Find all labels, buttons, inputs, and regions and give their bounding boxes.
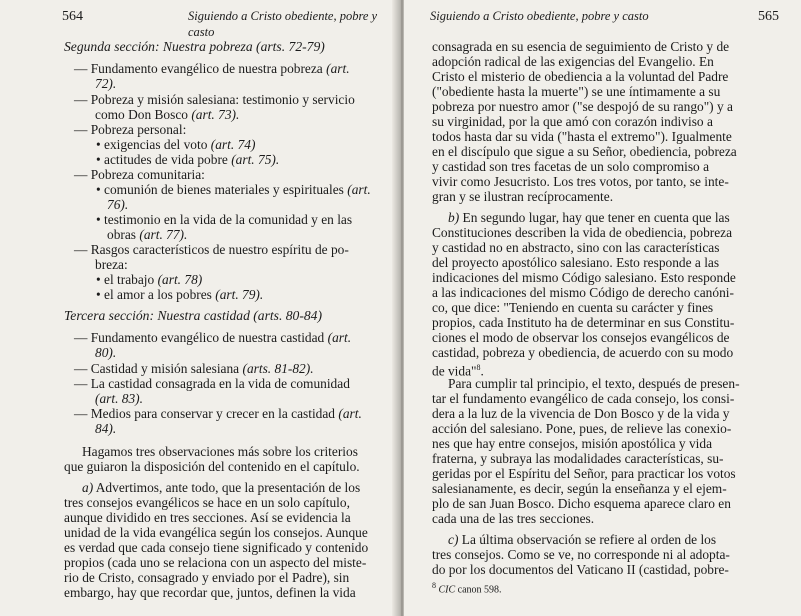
text-line: salesianamente, es decir, según la enseñanza y el ejem-: [432, 481, 727, 496]
paragraph-marker: b): [448, 210, 460, 225]
outline-item: — Castidad y misión salesiana (arts. 81-82).: [74, 361, 314, 376]
text-line: todos hasta dar su vida ("hasta el extremo"). Igualmente: [432, 129, 732, 144]
outline-item: — Fundamento evangélico de nuestra castidad (art.: [74, 330, 352, 345]
text-line: ciones el modo de observar los consejos evangélicos de: [432, 330, 730, 345]
text-line: Cristo el misterio de obediencia a la voluntad del Padre: [432, 69, 729, 84]
text-line: acción del salesiano. Pone, pues, de relieve las conexio-: [432, 421, 732, 436]
text-line: Constituciones describen la vida de obediencia, pobreza: [432, 225, 733, 240]
outline-item: — Pobreza y misión salesiana: testimonio y servicio: [74, 92, 355, 107]
text-line: es verdad que cada consejo tiene significado y contenido: [64, 540, 369, 555]
text-line: b) En segundo lugar, hay que tener en cuenta que las: [448, 210, 730, 225]
text-line: co, que dice: "Teniendo en cuenta su carácter y fines: [432, 300, 714, 315]
paragraph-marker: a): [82, 480, 94, 495]
text-line: tar el fundamento evangélico de cada consejo, los consi-: [432, 391, 735, 406]
outline-item: — Pobreza personal:: [74, 122, 187, 137]
text-line: tres consejos evangélicos se hace en un solo capítulo,: [64, 495, 350, 510]
text-line: su virginidad, por la que amó con corazón indiviso a: [432, 114, 713, 129]
text-line: Para cumplir tal principio, el texto, después de presen-: [448, 376, 740, 391]
text-line: en el discípulo que sigue a su Señor, obediencia, pobreza: [432, 144, 737, 159]
text-line: ("obediente hasta la muerte") se une íntimamente a su: [432, 84, 721, 99]
running-head-left: Siguiendo a Cristo obediente, pobre y casto: [188, 9, 378, 39]
text-line: a) Advertimos, ante todo, que la presentación de los: [82, 480, 361, 495]
text-line: y castidad no en abstracto, sino con las características: [432, 240, 720, 255]
outline-subitem: • exigencias del voto (art. 74): [96, 137, 256, 152]
text-line: Hagamos tres observaciones más sobre los criterios: [82, 444, 358, 459]
outline-item-cont: 72).: [95, 76, 117, 91]
outline-item: — La castidad consagrada en la vida de comunidad: [74, 376, 350, 391]
outline-subitem: • comunión de bienes materiales y espirituales (art.: [96, 182, 371, 197]
text-line: consagrada en su esencia de seguimiento de Cristo y de: [432, 39, 730, 54]
running-head-right: Siguiendo a Cristo obediente, pobre y casto: [430, 9, 649, 23]
outline-item-cont: como Don Bosco (art. 73).: [95, 107, 240, 122]
outline-subitem-cont: 76).: [107, 197, 129, 212]
section-title-poverty: Segunda sección: Nuestra pobreza (arts. 72-79): [64, 39, 325, 54]
text-line: dera a la luz de la vivencia de Don Bosco y de la vida y: [432, 406, 730, 421]
text-line: c) La última observación se refiere al orden de los: [448, 532, 717, 547]
outline-item-cont: 84).: [95, 421, 117, 436]
outline-item-cont: breza:: [95, 257, 128, 272]
text-line: geridas por el Espíritu del Señor, para practicar los votos: [432, 466, 736, 481]
text-line: plo de san Juan Bosco. Dicho esquema aparece claro en: [432, 496, 731, 511]
outline-subitem: • el amor a los pobres (art. 79).: [96, 287, 264, 302]
outline-item-cont: (art. 83).: [95, 391, 143, 406]
outline-subitem: • el trabajo (art. 78): [96, 272, 203, 287]
section-title-chastity: Tercera sección: Nuestra castidad (arts. 80-84): [64, 308, 323, 323]
outline-item-cont: 80).: [95, 345, 117, 360]
text-line: y castidad son tres facetas de un solo compromiso a: [432, 159, 710, 174]
footnote: $^8$ CIC canon 598.: [432, 581, 502, 596]
page-number-left: 564: [62, 9, 83, 24]
text-line: aunque dividido en tres secciones. Así se evidencia la: [64, 510, 351, 525]
outline-item: — Rasgos característicos de nuestro espíritu de po-: [74, 242, 349, 257]
outline-item: — Pobreza comunitaria:: [74, 167, 205, 182]
outline-item: — Fundamento evangélico de nuestra pobreza (art.: [74, 61, 350, 76]
text-line: pobreza por nuestro amor ("se despojó de su rango") y a: [432, 99, 733, 114]
outline-subitem: • testimonio en la vida de la comunidad y en las: [96, 212, 353, 227]
text-line: fraterna, y subraya las modalidades características, su-: [432, 451, 724, 466]
text-line: do por los documentos del Vaticano II (castidad, pobre-: [432, 562, 729, 577]
text-line: rio de Cristo, consagrado y enviado por el Padre), sin: [64, 570, 350, 585]
text-line: propios, cada Instituto ha de determinar en sus Constitu-: [432, 315, 735, 330]
text-line: tres consejos. Como se ve, no corresponde ni al adopta-: [432, 547, 730, 562]
paragraph-marker: c): [448, 532, 459, 547]
left-page: [0, 0, 398, 616]
text-line: de vida"$^8$.: [432, 363, 484, 379]
outline-item: — Medios para conservar y crecer en la castidad (art.: [74, 406, 362, 421]
text-line: vivir como Jesucristo. Los tres votos, por tanto, se inte-: [432, 174, 729, 189]
outline-subitem-cont: obras (art. 77).: [107, 227, 188, 242]
text-line: propios (cada uno se relaciona con un aspecto del miste-: [64, 555, 367, 570]
text-line: nes que hay entre consejos, misión apostólica y vida: [432, 436, 713, 451]
text-line: cada una de las tres secciones.: [432, 511, 595, 526]
text-line: indicaciones del mismo Código salesiano. Esto responde: [432, 270, 736, 285]
text-line: del proyecto apostólico salesiano. Esto responde a las: [432, 255, 720, 270]
text-line: gran y se ilustran recíprocamente.: [432, 189, 614, 204]
text-line: embargo, hay que recordar que, juntos, definen la vida: [64, 585, 356, 600]
text-line: castidad, pobreza y obediencia, de acuerdo con su modo: [432, 345, 734, 360]
right-page: [404, 0, 801, 616]
text-line: adopción radical de las exigencias del Evangelio. En: [432, 54, 714, 69]
text-line: unidad de la vida evangélica según los consejos. Aunque: [64, 525, 368, 540]
page-number-right: 565: [758, 9, 779, 24]
text-line: a las indicaciones del mismo Código de derecho canóni-: [432, 285, 734, 300]
outline-subitem: • actitudes de vida pobre (art. 75).: [96, 152, 280, 167]
footnote-reference: 8: [476, 363, 481, 372]
text-line: que guiaron la disposición del contenido en el capítulo.: [64, 459, 360, 474]
